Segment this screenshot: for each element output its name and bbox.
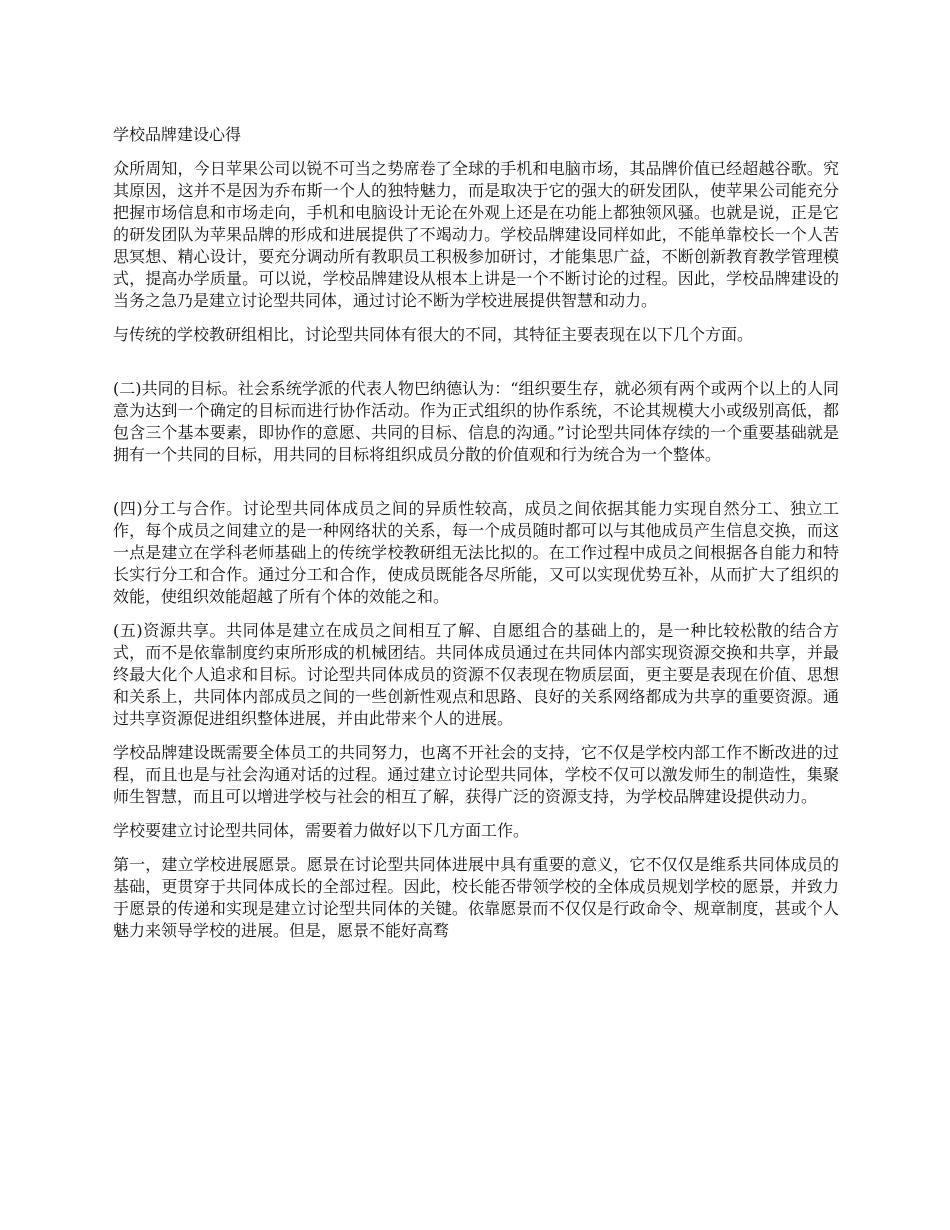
document-body <box>113 124 839 954</box>
paragraph-work-lead: 学校要建立讨论型共同体，需要着力做好以下几方面工作。 <box>113 821 530 840</box>
paragraph-brand-building: 学校品牌建设既需要全体员工的共同努力，也离不开社会的支持，它不仅是学校内部工作不断改进的过程，而且也是与社会沟通对话的过程。通过建立讨论型共同体，学校不仅可以激发师生的制造性，集聚师生智慧，而且可以增进学校与社会的相互了解，获得广泛的资源支持，为学校品牌建设提供动力。 <box>113 743 839 806</box>
paragraph-division-cooperation: (四)分工与合作。讨论型共同体成员之间的异质性较高，成员之间依据其能力实现自然分工、独立工作，每个成员之间建立的是一种网络状的关系，每一个成员随时都可以与其他成员产生信息交换，而这一点是建立在学科老师基础上的传统学校教研组无法比拟的。在工作过程中成员之间根据各自能力和特长实行分工和合作。通过分工和合作，使成员既能各尽所能，又可以实现优势互补，从而扩大了组织的效能，使组织效能超越了所有个体的效能之和。 <box>113 499 839 606</box>
paragraph-features-lead: 与传统的学校教研组相比，讨论型共同体有很大的不同，其特征主要表现在以下几个方面。 <box>113 325 754 344</box>
paragraph-resource-sharing: (五)资源共享。共同体是建立在成员之间相互了解、自愿组合的基础上的，是一种比较松散的结合方式，而不是依靠制度约束所形成的机械团结。共同体成员通过在共同体内部实现资源交换和共享，并最终最大化个人追求和目标。讨论型共同体成员的资源不仅表现在物质层面，更主要是表现在价值、思想和关系上，共同体内部成员之间的一些创新性观点和思路、良好的关系网络都成为共享的重要资源。通过共享资源促进组织整体进展，并由此带来个人的进展。 <box>113 621 839 728</box>
paragraph-intro: 众所周知，今日苹果公司以锐不可当之势席卷了全球的手机和电脑市场，其品牌价值已经超越谷歌。究其原因，这并不是因为乔布斯一个人的独特魅力，而是取决于它的强大的研发团队，使苹果公司能充分把握市场信息和市场走向，手机和电脑设计无论在外观上还是在功能上都独领风骚。也就是说，正是它的研发团队为苹果品牌的形成和进展提供了不竭动力。学校品牌建设同样如此，不能单靠校长一个人苦思冥想、精心设计，要充分调动所有教职员工积极参加研讨，才能集思广益，不断创新教育教学管理模式，提高办学质量。可以说，学校品牌建设从根本上讲是一个不断讨论的过程。因此，学校品牌建设的当务之急乃是建立讨论型共同体，通过讨论不断为学校进展提供智慧和动力。 <box>113 159 839 310</box>
document-title: 学校品牌建设心得 <box>113 125 242 144</box>
paragraph-vision: 第一，建立学校进展愿景。愿景在讨论型共同体进展中具有重要的意义，它不仅仅是维系共同体成员的基础，更贯穿于共同体成长的全部过程。因此，校长能否带领学校的全体成员规划学校的愿景，并致力于愿景的传递和实现是建立讨论型共同体的关键。依靠愿景而不仅仅是行政命令、规章制度，甚或个人魅力来领导学校的进展。但是，愿景不能好高骛 <box>113 855 839 940</box>
paragraph-common-goal: (二)共同的目标。社会系统学派的代表人物巴纳德认为：“组织要生存，就必须有两个或两个以上的人同意为达到一个确定的目标而进行协作活动。作为正式组织的协作系统，不论其规模大小或级别高低，都包含三个基本要素，即协作的意愿、共同的目标、信息的沟通。”讨论型共同体存续的一个重要基础就是拥有一个共同的目标，用共同的目标将组织成员分散的价值观和行为统合为一个整体。 <box>113 379 839 464</box>
